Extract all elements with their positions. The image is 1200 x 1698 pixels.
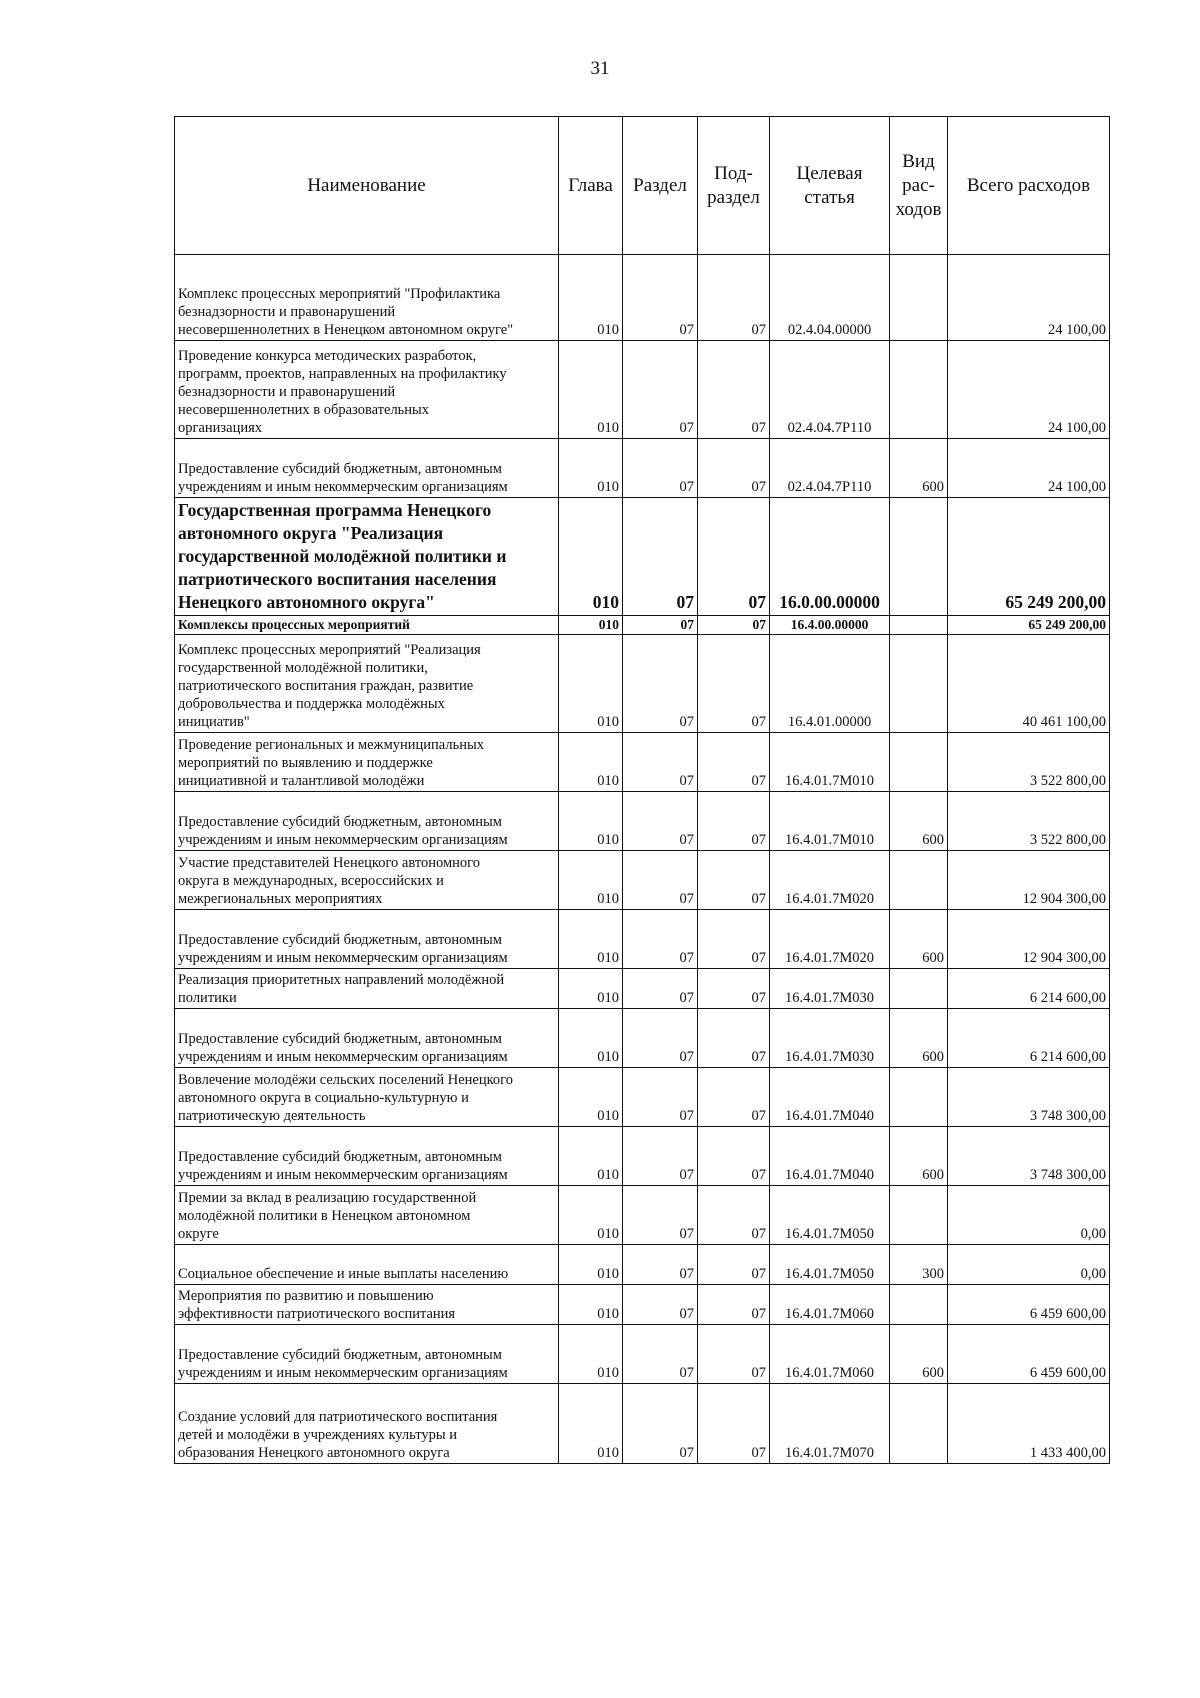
cell-section: 07 bbox=[623, 1245, 698, 1285]
cell-expense-type bbox=[890, 1068, 948, 1127]
cell-name: Социальное обеспечение и иные выплаты населению bbox=[175, 1245, 559, 1285]
table-row bbox=[175, 1245, 1110, 1285]
cell-section: 07 bbox=[623, 616, 698, 635]
cell-target-article: 16.4.01.7М040 bbox=[770, 1127, 890, 1186]
cell-chapter: 010 bbox=[559, 255, 623, 341]
cell-total: 0,00 bbox=[948, 1186, 1110, 1245]
cell-chapter: 010 bbox=[559, 1186, 623, 1245]
cell-section: 07 bbox=[623, 1325, 698, 1384]
table-row bbox=[175, 851, 1110, 910]
cell-total: 12 904 300,00 bbox=[948, 910, 1110, 969]
cell-target-article: 16.4.01.7М050 bbox=[770, 1186, 890, 1245]
cell-section: 07 bbox=[623, 851, 698, 910]
cell-expense-type: 600 bbox=[890, 439, 948, 498]
cell-expense-type bbox=[890, 498, 948, 616]
cell-subsection: 07 bbox=[698, 439, 770, 498]
table-row bbox=[175, 1384, 1110, 1464]
cell-name: Предоставление субсидий бюджетным, автономным учреждениям и иным некоммерческим организациям bbox=[175, 910, 559, 969]
cell-chapter: 010 bbox=[559, 1127, 623, 1186]
cell-section: 07 bbox=[623, 792, 698, 851]
cell-name: Реализация приоритетных направлений молодёжной политики bbox=[175, 969, 559, 1009]
cell-subsection: 07 bbox=[698, 910, 770, 969]
cell-name: Участие представителей Ненецкого автономного округа в международных, всероссийских и межрегиональных мероприятиях bbox=[175, 851, 559, 910]
cell-name: Создание условий для патриотического воспитания детей и молодёжи в учреждениях культуры и образования Ненецкого автономного округа bbox=[175, 1384, 559, 1464]
cell-target-article: 16.4.01.7М070 bbox=[770, 1384, 890, 1464]
cell-target-article: 16.4.00.00000 bbox=[770, 616, 890, 635]
cell-expense-type bbox=[890, 635, 948, 733]
cell-subsection: 07 bbox=[698, 969, 770, 1009]
cell-chapter: 010 bbox=[559, 910, 623, 969]
cell-total: 40 461 100,00 bbox=[948, 635, 1110, 733]
cell-subsection: 07 bbox=[698, 635, 770, 733]
cell-chapter: 010 bbox=[559, 616, 623, 635]
cell-subsection: 07 bbox=[698, 255, 770, 341]
cell-section: 07 bbox=[623, 910, 698, 969]
cell-total: 3 522 800,00 bbox=[948, 792, 1110, 851]
cell-chapter: 010 bbox=[559, 1285, 623, 1325]
table-row bbox=[175, 1127, 1110, 1186]
cell-chapter: 010 bbox=[559, 1384, 623, 1464]
cell-name: Государственная программа Ненецкого автономного округа "Реализация государственной молодёжной политики и патриотического воспитания населения Ненецкого автономного округа" bbox=[175, 498, 559, 616]
page-number: 31 bbox=[590, 58, 610, 79]
table-row bbox=[175, 1325, 1110, 1384]
cell-chapter: 010 bbox=[559, 733, 623, 792]
cell-target-article: 02.4.04.7Р110 bbox=[770, 341, 890, 439]
cell-total: 12 904 300,00 bbox=[948, 851, 1110, 910]
cell-expense-type bbox=[890, 1384, 948, 1464]
cell-target-article: 16.4.01.7М020 bbox=[770, 851, 890, 910]
header-name: Наименование bbox=[175, 117, 559, 255]
cell-expense-type bbox=[890, 1285, 948, 1325]
table-row bbox=[175, 635, 1110, 733]
cell-name: Комплексы процессных мероприятий bbox=[175, 616, 559, 635]
cell-target-article: 16.4.01.7М020 bbox=[770, 910, 890, 969]
cell-total: 65 249 200,00 bbox=[948, 498, 1110, 616]
cell-subsection: 07 bbox=[698, 498, 770, 616]
cell-expense-type bbox=[890, 733, 948, 792]
budget-table bbox=[174, 116, 1110, 1464]
header-section: Раздел bbox=[623, 117, 698, 255]
cell-expense-type: 600 bbox=[890, 1009, 948, 1068]
cell-name: Предоставление субсидий бюджетным, автономным учреждениям и иным некоммерческим организациям bbox=[175, 792, 559, 851]
cell-section: 07 bbox=[623, 255, 698, 341]
cell-subsection: 07 bbox=[698, 1127, 770, 1186]
cell-expense-type: 600 bbox=[890, 1127, 948, 1186]
cell-section: 07 bbox=[623, 1068, 698, 1127]
cell-chapter: 010 bbox=[559, 1245, 623, 1285]
cell-total: 6 214 600,00 bbox=[948, 969, 1110, 1009]
cell-name: Комплекс процессных мероприятий "Реализация государственной молодёжной политики, патриотического воспитания граждан, развитие добровольчества и поддержка молодёжных инициатив" bbox=[175, 635, 559, 733]
cell-expense-type: 300 bbox=[890, 1245, 948, 1285]
cell-chapter: 010 bbox=[559, 439, 623, 498]
cell-subsection: 07 bbox=[698, 1068, 770, 1127]
cell-name: Премии за вклад в реализацию государственной молодёжной политики в Ненецком автономном округе bbox=[175, 1186, 559, 1245]
cell-section: 07 bbox=[623, 1384, 698, 1464]
cell-name: Комплекс процессных мероприятий "Профилактика безнадзорности и правонарушений несовершеннолетних в Ненецком автономном округе" bbox=[175, 255, 559, 341]
cell-subsection: 07 bbox=[698, 733, 770, 792]
cell-target-article: 02.4.04.00000 bbox=[770, 255, 890, 341]
cell-target-article: 16.4.01.7М060 bbox=[770, 1285, 890, 1325]
cell-target-article: 02.4.04.7Р110 bbox=[770, 439, 890, 498]
cell-subsection: 07 bbox=[698, 1245, 770, 1285]
cell-target-article: 16.4.01.7М060 bbox=[770, 1325, 890, 1384]
cell-target-article: 16.4.01.7М050 bbox=[770, 1245, 890, 1285]
table-row bbox=[175, 498, 1110, 616]
cell-name: Проведение региональных и межмуниципальных мероприятий по выявлению и поддержке инициативной и талантливой молодёжи bbox=[175, 733, 559, 792]
table-row bbox=[175, 792, 1110, 851]
cell-section: 07 bbox=[623, 341, 698, 439]
cell-target-article: 16.4.01.7М010 bbox=[770, 733, 890, 792]
cell-total: 3 522 800,00 bbox=[948, 733, 1110, 792]
cell-chapter: 010 bbox=[559, 341, 623, 439]
cell-name: Предоставление субсидий бюджетным, автономным учреждениям и иным некоммерческим организациям bbox=[175, 1325, 559, 1384]
header-total: Всего расходов bbox=[948, 117, 1110, 255]
cell-subsection: 07 bbox=[698, 1325, 770, 1384]
cell-total: 6 459 600,00 bbox=[948, 1325, 1110, 1384]
cell-expense-type: 600 bbox=[890, 910, 948, 969]
table-row bbox=[175, 255, 1110, 341]
cell-total: 6 459 600,00 bbox=[948, 1285, 1110, 1325]
cell-name: Предоставление субсидий бюджетным, автономным учреждениям и иным некоммерческим организациям bbox=[175, 1127, 559, 1186]
cell-chapter: 010 bbox=[559, 1068, 623, 1127]
table-row bbox=[175, 439, 1110, 498]
cell-target-article: 16.4.01.7М040 bbox=[770, 1068, 890, 1127]
header-subsection: Под- раздел bbox=[698, 117, 770, 255]
cell-total: 24 100,00 bbox=[948, 341, 1110, 439]
cell-subsection: 07 bbox=[698, 1384, 770, 1464]
table-body bbox=[175, 255, 1110, 1464]
cell-expense-type bbox=[890, 341, 948, 439]
cell-total: 6 214 600,00 bbox=[948, 1009, 1110, 1068]
cell-section: 07 bbox=[623, 1186, 698, 1245]
cell-subsection: 07 bbox=[698, 851, 770, 910]
cell-chapter: 010 bbox=[559, 635, 623, 733]
cell-total: 24 100,00 bbox=[948, 439, 1110, 498]
cell-subsection: 07 bbox=[698, 1009, 770, 1068]
cell-name: Проведение конкурса методических разработок, программ, проектов, направленных на профилактику безнадзорности и правонарушений несовершеннолетних в образовательных организациях bbox=[175, 341, 559, 439]
cell-expense-type bbox=[890, 616, 948, 635]
cell-section: 07 bbox=[623, 498, 698, 616]
cell-total: 3 748 300,00 bbox=[948, 1127, 1110, 1186]
cell-section: 07 bbox=[623, 1127, 698, 1186]
table-row bbox=[175, 1186, 1110, 1245]
cell-target-article: 16.4.01.7М010 bbox=[770, 792, 890, 851]
cell-target-article: 16.4.01.7М030 bbox=[770, 1009, 890, 1068]
cell-section: 07 bbox=[623, 1009, 698, 1068]
cell-total: 1 433 400,00 bbox=[948, 1384, 1110, 1464]
table-row bbox=[175, 1285, 1110, 1325]
header-chapter: Глава bbox=[559, 117, 623, 255]
cell-chapter: 010 bbox=[559, 498, 623, 616]
cell-section: 07 bbox=[623, 733, 698, 792]
cell-target-article: 16.4.01.7М030 bbox=[770, 969, 890, 1009]
cell-total: 65 249 200,00 bbox=[948, 616, 1110, 635]
table-row bbox=[175, 733, 1110, 792]
table-row bbox=[175, 341, 1110, 439]
cell-expense-type bbox=[890, 1186, 948, 1245]
cell-subsection: 07 bbox=[698, 1186, 770, 1245]
cell-subsection: 07 bbox=[698, 1285, 770, 1325]
cell-section: 07 bbox=[623, 1285, 698, 1325]
cell-name: Вовлечение молодёжи сельских поселений Ненецкого автономного округа в социально-культурную и патриотическую деятельность bbox=[175, 1068, 559, 1127]
cell-subsection: 07 bbox=[698, 616, 770, 635]
cell-section: 07 bbox=[623, 969, 698, 1009]
header-target-article: Целевая статья bbox=[770, 117, 890, 255]
table-row bbox=[175, 1009, 1110, 1068]
cell-section: 07 bbox=[623, 439, 698, 498]
cell-name: Предоставление субсидий бюджетным, автономным учреждениям и иным некоммерческим организациям bbox=[175, 1009, 559, 1068]
cell-total: 24 100,00 bbox=[948, 255, 1110, 341]
cell-section: 07 bbox=[623, 635, 698, 733]
header-expense-type: Вид рас- ходов bbox=[890, 117, 948, 255]
cell-target-article: 16.0.00.00000 bbox=[770, 498, 890, 616]
table-row bbox=[175, 1068, 1110, 1127]
cell-expense-type bbox=[890, 969, 948, 1009]
cell-chapter: 010 bbox=[559, 1009, 623, 1068]
cell-total: 3 748 300,00 bbox=[948, 1068, 1110, 1127]
cell-total: 0,00 bbox=[948, 1245, 1110, 1285]
cell-target-article: 16.4.01.00000 bbox=[770, 635, 890, 733]
cell-expense-type: 600 bbox=[890, 1325, 948, 1384]
cell-chapter: 010 bbox=[559, 792, 623, 851]
cell-chapter: 010 bbox=[559, 851, 623, 910]
cell-expense-type: 600 bbox=[890, 792, 948, 851]
cell-chapter: 010 bbox=[559, 969, 623, 1009]
cell-subsection: 07 bbox=[698, 792, 770, 851]
table-row bbox=[175, 969, 1110, 1009]
cell-expense-type bbox=[890, 851, 948, 910]
cell-chapter: 010 bbox=[559, 1325, 623, 1384]
cell-subsection: 07 bbox=[698, 341, 770, 439]
cell-name: Предоставление субсидий бюджетным, автономным учреждениям и иным некоммерческим организациям bbox=[175, 439, 559, 498]
cell-expense-type bbox=[890, 255, 948, 341]
table-header-row bbox=[175, 117, 1110, 255]
table-row bbox=[175, 910, 1110, 969]
table-row bbox=[175, 616, 1110, 635]
cell-name: Мероприятия по развитию и повышению эффективности патриотического воспитания bbox=[175, 1285, 559, 1325]
